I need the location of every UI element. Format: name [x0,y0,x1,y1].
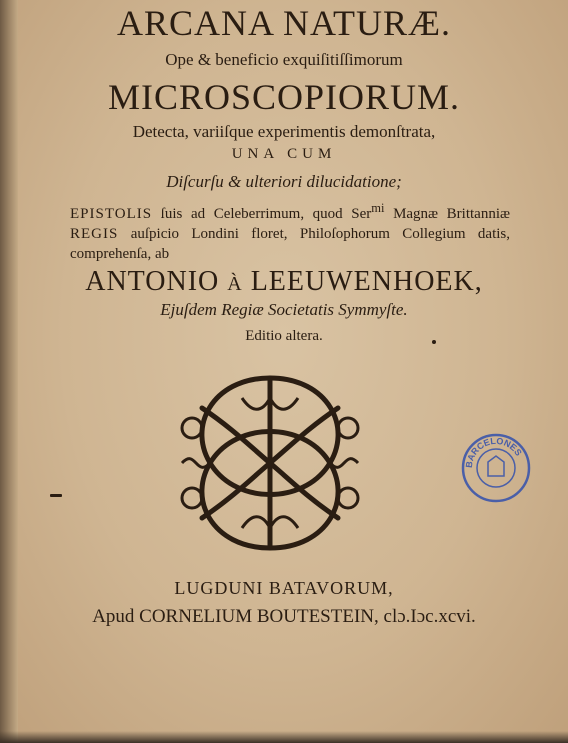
title-line-ope: Ope & beneficio exquiſitiſſimorum [165,50,403,69]
author-name: ANTONIO à LEEUWENHOEK, [85,266,483,297]
title-line-discursu: Diſcurſu & ulteriori dilucidatione; [166,172,402,191]
regis-word: REGIS [70,226,119,242]
title-line-una-cum: UNA CUM [231,146,337,162]
title-line-arcana: ARCANA NATURÆ. [116,3,452,43]
epistolis-word: EPISTOLIS [70,206,153,222]
ink-mark [50,494,62,497]
paragraph-text-2: Magnæ Brittanniæ [384,206,510,222]
ink-dot [432,340,436,344]
imprint-publisher: Apud CORNELIUM BOUTESTEIN, clɔ.Iɔc.xcvi. [92,606,476,627]
stamp-text: BARCELONES [463,435,524,469]
epistolis-paragraph [70,198,510,264]
ornamental-monogram-emblem [172,368,368,558]
title-line-microscopiorum: MICROSCOPIORUM. [107,77,461,117]
paragraph-superscript: mi [371,201,385,215]
paragraph-text-3: auſpicio Londini floret, Philoſophorum Collegium datis, comprehenſa, ab [70,226,510,262]
author-society: Ejuſdem Regiæ Societatis Symmyſte. [160,300,408,319]
imprint-place: LUGDUNI BATAVORUM, [174,578,394,598]
edition-note: Editio altera. [245,328,323,344]
page-bottom-shadow [0,731,568,743]
paragraph-text-1: ſuis ad Celeberrimum, quod Ser [152,206,372,222]
title-line-detecta: Detecta, variiſque experimentis demonſtrata, [132,122,436,141]
library-stamp [460,432,532,504]
